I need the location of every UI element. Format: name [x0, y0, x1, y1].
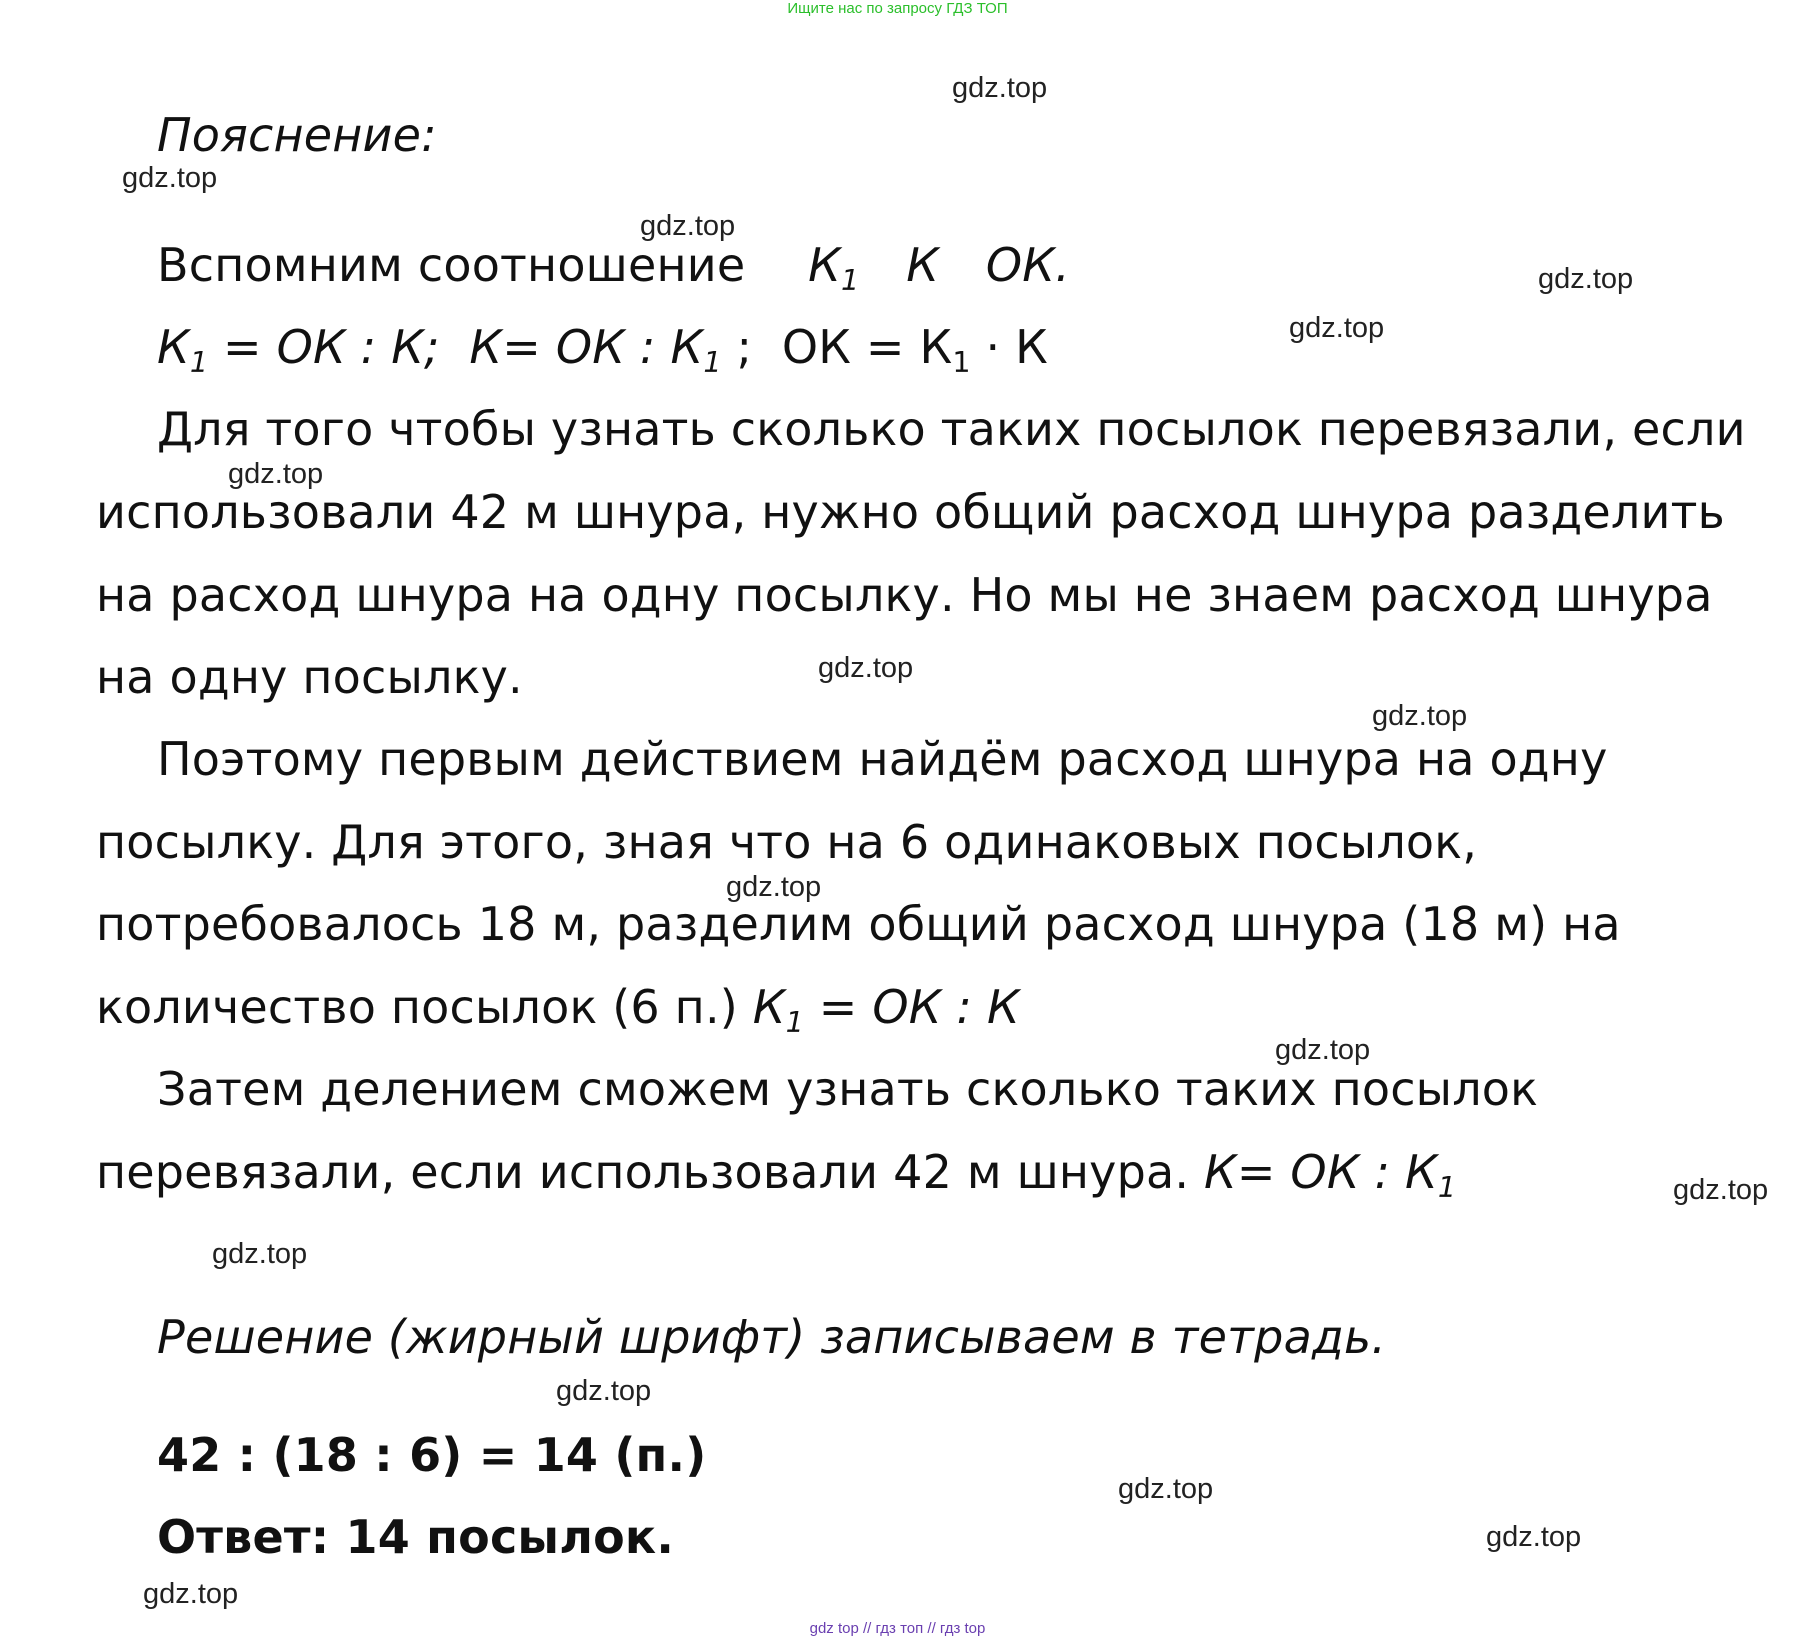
recall-line — [157, 238, 1070, 298]
formula-2: К= ОК : $К_1$ — [469, 320, 722, 380]
watermark: gdz.top — [556, 1375, 652, 1407]
bottom-banner[interactable]: gdz top // гдз топ // гдз top — [809, 1620, 986, 1637]
paragraph-line: Для того чтобы узнать сколько таких посылок перевязали, если — [157, 402, 1746, 456]
paragraph-line: потребовалось 18 м, разделим общий расход шнура (18 м) на — [96, 897, 1621, 951]
watermark: gdz.top — [1289, 312, 1385, 344]
watermark: gdz.top — [1486, 1521, 1582, 1553]
paragraph-line: количество посылок (6 п.) $К_1$ = ОК : К — [96, 980, 1020, 1040]
watermark: gdz.top — [952, 72, 1048, 104]
top-banner[interactable]: Ищите нас по запросу ГДЗ ТОП — [787, 0, 1008, 17]
page-title — [157, 108, 437, 162]
paragraph-line: использовали 42 м шнура, нужно общий расход шнура разделить — [96, 485, 1725, 539]
watermark: gdz.top — [640, 210, 736, 242]
watermark: gdz.top — [818, 652, 914, 684]
recall-text: Вспомним соотношение — [157, 238, 746, 292]
watermark: gdz.top — [143, 1578, 239, 1610]
watermark: gdz.top — [1538, 263, 1634, 295]
heading-text: Пояснение: — [157, 108, 437, 162]
paragraph-line: перевязали, если использовали 42 м шнура. К= ОК : $К_1$ — [96, 1145, 1457, 1205]
formula-k1: $К_1$ = ОК : К — [752, 980, 1020, 1040]
paragraph-line: Поэтому первым действием найдём расход шнура на одну — [157, 732, 1608, 786]
paragraph-line: посылку. Для этого, зная что на 6 одинаковых посылок, — [96, 815, 1478, 869]
recall-k1: $К_1$ — [808, 238, 860, 298]
watermark: gdz.top — [1275, 1034, 1371, 1066]
watermark: gdz.top — [1673, 1174, 1769, 1206]
answer: Ответ: 14 посылок. — [157, 1510, 675, 1564]
solution-expression: 42 : (18 : 6) = 14 (п.) — [157, 1428, 707, 1482]
formulas-line: $К_1$ = ОК : К; К= ОК : $К_1$ ; ОК = $К_1 \cdot К$ — [157, 320, 1049, 380]
watermark: gdz.top — [212, 1238, 308, 1270]
paragraph-line: Затем делением сможем узнать сколько таких посылок — [157, 1062, 1539, 1116]
recall-k: К — [906, 238, 940, 292]
formula-1: $К_1$ = ОК : К; — [157, 320, 440, 380]
watermark: gdz.top — [122, 162, 218, 194]
formula-k: К= ОК : $К_1$ — [1204, 1145, 1457, 1205]
watermark: gdz.top — [1118, 1473, 1214, 1505]
paragraph-line: на одну посылку. — [96, 650, 523, 704]
formula-3: ОК = $К_1 \cdot К$ — [781, 320, 1049, 380]
paragraph-line: на расход шнура на одну посылку. Но мы не знаем расход шнура — [96, 568, 1713, 622]
watermark: gdz.top — [228, 458, 324, 490]
watermark: gdz.top — [1372, 700, 1468, 732]
recall-ok: ОК. — [985, 238, 1070, 292]
watermark: gdz.top — [726, 871, 822, 903]
solution-note: Решение (жирный шрифт) записываем в тетрадь. — [157, 1310, 1387, 1364]
